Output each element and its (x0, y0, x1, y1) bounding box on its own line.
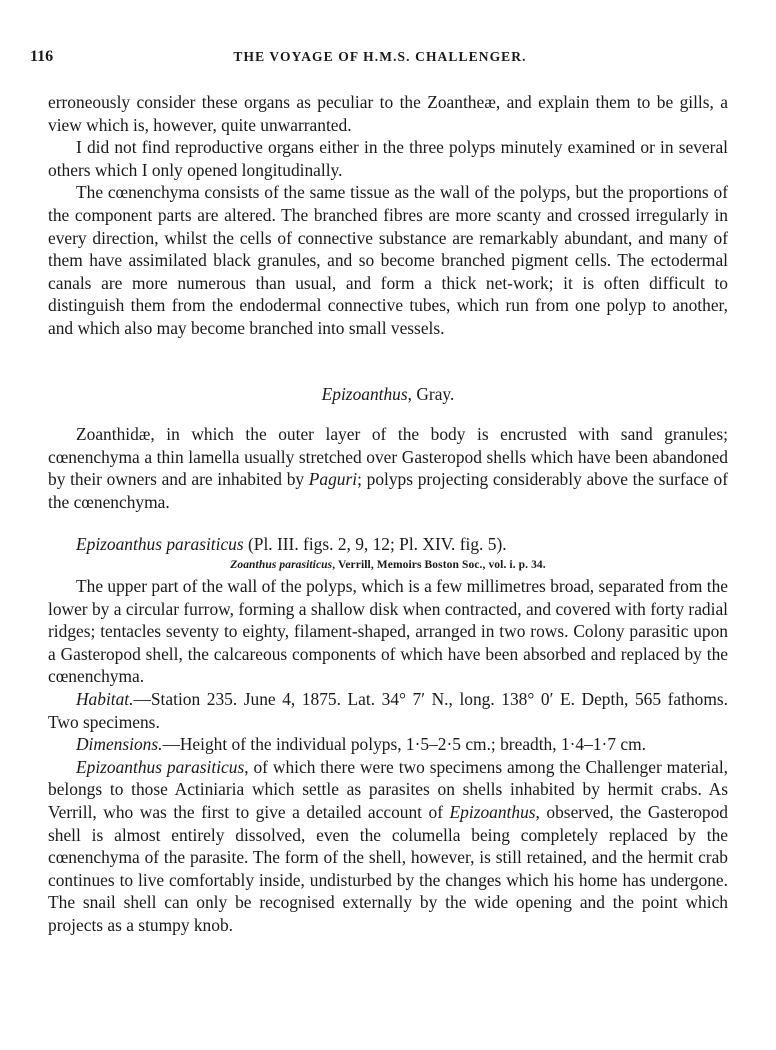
page-number: 116 (30, 48, 54, 65)
diagnosis-text: Zoanthidæ, in which the outer layer of the body is encrusted with sand granules; cœnenchyma a thin lamella usually stretched over Gasteropod shells which have been abandoned by their owners and are inhabited by (48, 424, 728, 490)
remarks-text-b: , observed, the Gasteropod shell is almost entirely dissolved, even the columella being completely replaced by the cœnenchyma of the parasite. The form of the shell, however, is still retained, and the hermit crab continues to live comfortably inside, undisturbed by the changes which his home has undergone. The snail shell can only be recognised externally by the wide opening and the point which projects as a stumpy knob. (48, 802, 728, 935)
remarks-paragraph (48, 756, 728, 937)
paragraph-reproductive-organs: I did not find reproductive organs either in the three polyps minutely examined or in several others which I only opened longitudinally. (48, 137, 728, 180)
species-description: The upper part of the wall of the polyps, which is a few millimetres broad, separated from the lower by a circular furrow, forming a shallow disk when contracted, and covered with forty radial ridges; tentacles seventy to eighty, filament-shaped, arranged in two rows. Colony parasitic upon a Gasteropod shell, the calcareous components of which have been absorbed and replaced by the cœnenchyma. (48, 576, 728, 687)
habitat-paragraph (48, 688, 728, 733)
species-name: Epizoanthus parasiticus (76, 533, 244, 554)
species-heading (48, 533, 728, 556)
remarks-species: Epizoanthus parasiticus (76, 756, 245, 777)
species-plates: (Pl. III. figs. 2, 9, 12; Pl. XIV. fig. 5). (243, 533, 507, 554)
spacer (48, 514, 728, 533)
body-text (48, 91, 728, 937)
dimensions-label: Dimensions. (76, 734, 163, 755)
paragraph-coenenchyma: The cœnenchyma consists of the same tissue as the wall of the polyps, but the proportions of the component parts are altered. The branched fibres are more scanty and crossed irregularly in every direction, whilst the cells of connective substance are remarkably abundant, and many of them have assimilated black granules, and so become branched pigment cells. The ectodermal canals are more numerous than usual, and form a thick net-work; it is often difficult to distinguish them from the endodermal connective tubes, which run from one polyp to another, and which also may become branched into small vessels. (48, 182, 728, 338)
running-title: THE VOYAGE OF H.M.S. CHALLENGER. (233, 49, 527, 64)
synonym-reference (48, 555, 728, 575)
diagnosis-italic: Paguri (308, 469, 358, 490)
genus-name: Epizoanthus (321, 383, 408, 404)
genus-authority: , Gray. (407, 383, 455, 404)
diagnosis-text-end: ; polyps projecting considerably above the surface of the cœnenchyma. (48, 469, 728, 512)
remarks-genus: Epizoanthus (449, 802, 536, 823)
spacer (48, 340, 728, 383)
habitat-label: Habitat. (76, 689, 134, 710)
synonym-name: Zoanthus parasiticus (230, 559, 333, 572)
habitat-text: —Station 235. June 4, 1875. Lat. 34° 7′ N., long. 138° 0′ E. Depth, 565 fathoms. Two specimens. (48, 689, 728, 732)
dimensions-paragraph (48, 733, 728, 756)
genus-heading (48, 383, 728, 406)
dimensions-text: —Height of the individual polyps, 1·5–2·5 cm.; breadth, 1·4–1·7 cm. (162, 734, 646, 755)
remarks-text-a: , of which there were two specimens among the Challenger material, belongs to those Actiniaria which settle as parasites on shells inhabited by hermit crabs. As Verrill, who was the first to give a detailed account of (48, 756, 729, 823)
genus-diagnosis (48, 423, 728, 513)
page-header (30, 48, 730, 70)
synonym-ref: , Verrill, Memoirs Boston Soc., vol. i. p. 34. (332, 559, 546, 572)
paragraph-continued: erroneously consider these organs as peculiar to the Zoantheæ, and explain them to be gills, a view which is, however, quite unwarranted. (48, 92, 728, 135)
spacer (48, 405, 728, 423)
